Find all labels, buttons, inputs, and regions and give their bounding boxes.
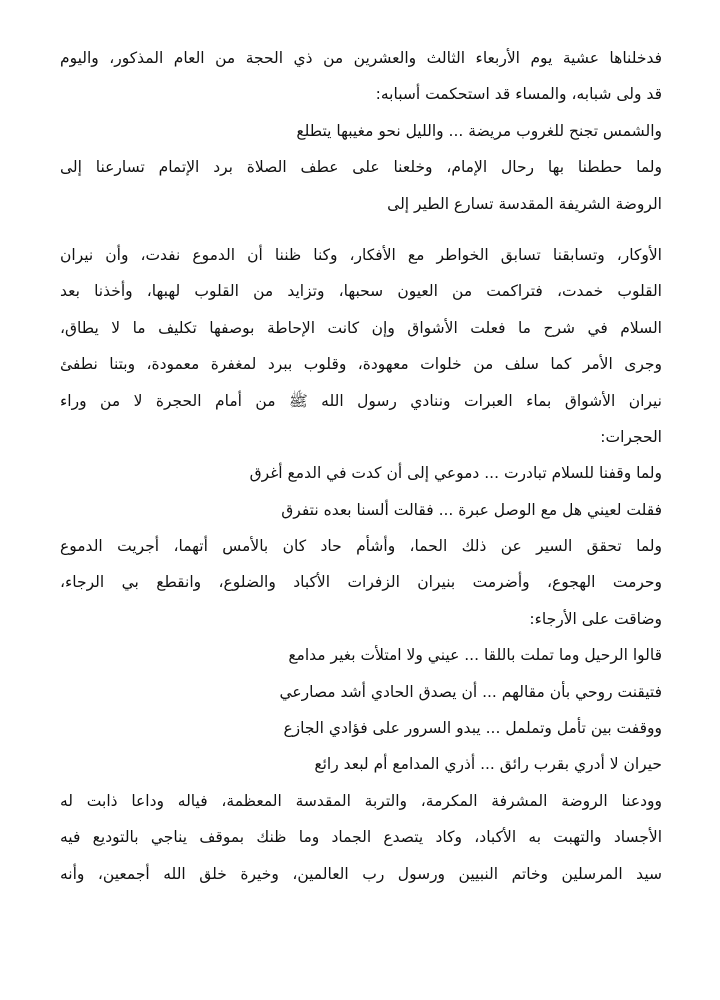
paragraph-gap [60,222,662,237]
verse-line: ولما وقفنا للسلام تبادرت ... دموعي إلى أن كدت في الدمع أغرق [249,464,662,483]
text-line: الروضة الشريفة المقدسة تسارع الطير إلى [387,194,662,213]
text-line: وضاقت على الأرجاء: [529,609,662,628]
text-line: فدخلناها عشية يوم الأربعاء الثالث والعشرين من ذي الحجة من العام المذكور، واليوم [60,49,662,67]
verse-line: فقلت لعيني هل مع الوصل عبرة ... فقالت ألسنا بعده نتفرق [281,500,662,519]
text-line: القلوب خمدت، فتراكمت من العيون سحبها، وتزايد من القلوب لهبها، وأخذنا بعد [60,282,662,301]
text-line: الحجرات: [600,427,662,446]
text-line: سيد المرسلين وخاتم النبيين ورسول رب العالمين، وخيرة خلق الله أجمعين، وأنه [60,864,662,883]
verse-line: والشمس تجنح للغروب مريضة ... والليل نحو مغيبها يتطلع [296,121,662,140]
text-line: وحرمت الهجوع، وأضرمت بنيران الزفرات الأكباد والضلوع، وانقطع بي الرجاء، [60,573,662,592]
verse-line: قالوا الرحيل وما تملت باللقا ... عيني ولا امتلأت بغير مدامع [288,646,662,665]
text-line: الأجساد والتهبت به الأكباد، وكاد يتصدع الجماد وما ظنك بموقف يناجي بالتوديع فيه [60,828,662,847]
paragraph-block-2 [60,237,662,892]
verse-line: فتيقنت روحي بأن مقالهم ... أن يصدق الحادي أشد مصارعي [279,682,662,701]
text-line: السلام في شرح ما فعلت الأشواق وإن كانت الإحاطة بوصفها تكليف ما لا يطاق، [60,318,662,337]
text-line: وودعنا الروضة المشرفة المكرمة، والتربة المقدسة المعظمة، فياله وداعا ذابت له [60,791,662,810]
paragraph-block-1 [60,40,662,222]
text-line: وجرى الأمر كما سلف من خلوات معهودة، وقلوب ببرد لمغفرة معمودة، وبتنا نطفئ [60,355,662,374]
text-line: الأوكار، وتسابقنا تسابق الخواطر مع الأفكار، وكنا ظننا أن الدموع نفدت، وأن نيران [60,245,662,264]
text-line: قد ولى شبابه، والمساء قد استحكمت أسبابه: [375,85,662,104]
text-line: نيران الأشواق بماء العبرات وننادي رسول الله ﷺ من أمام الحجرة لا من وراء [60,391,662,410]
verse-line: حيران لا أدري بقرب رائق ... أذري المدامع أم لبعد رائع [314,755,662,774]
text-line: ولما حططنا بها رحال الإمام، وخلعنا على عطف الصلاة برد الإتمام تسارعنا إلى [60,158,662,177]
text-line: ولما تحقق السير عن ذلك الحما، وأشأم حاد كان بالأمس أتهما، أجريت الدموع [60,537,662,556]
verse-line: ووقفت بين تأمل وتململ ... يبدو السرور على فؤادي الجازع [283,719,662,738]
